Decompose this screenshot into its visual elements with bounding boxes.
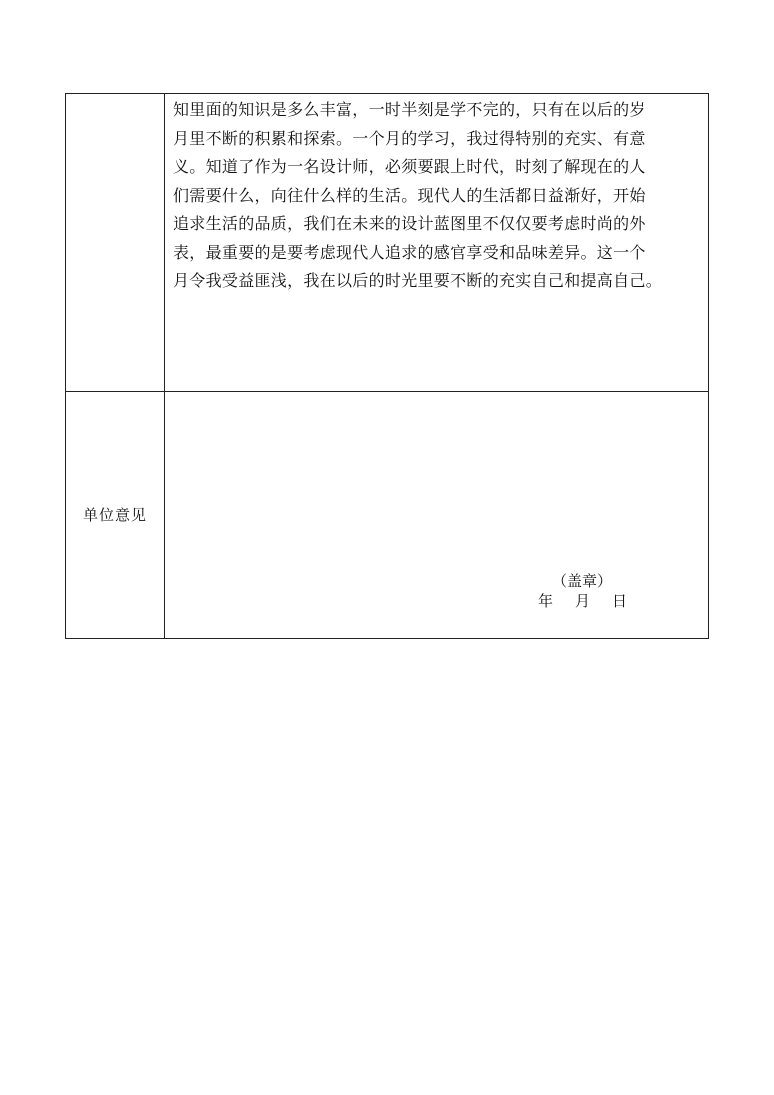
report-line: 们需要什么，向往什么样的生活。现代人的生活都日益渐好，开始 [173, 185, 646, 205]
report-content-cell [165, 94, 708, 391]
report-line: 月里不断的积累和探索。一个月的学习，我过得特别的充实、有意 [173, 128, 646, 148]
report-label-cell [66, 94, 165, 391]
report-line: 知里面的知识是多么丰富，一时半刻是学不完的，只有在以后的岁 [173, 100, 646, 119]
report-line: 义。知道了作为一名设计师，必须要跟上时代，时刻了解现在的人 [173, 157, 646, 176]
unit-opinion-content-cell[interactable] [165, 392, 708, 638]
unit-opinion-label-cell [66, 392, 165, 638]
seal-note: （盖章） [552, 572, 613, 590]
report-content-row [66, 94, 708, 392]
unit-opinion-row [66, 392, 708, 638]
date-day: 日 [612, 592, 628, 610]
report-body-text [173, 96, 709, 296]
report-line: 月令我受益匪浅，我在以后的时光里要不断的充实自己和提高自己。 [173, 271, 663, 290]
date-month: 月 [575, 592, 591, 610]
unit-opinion-label: 单位意见 [82, 506, 147, 524]
evaluation-form-table [65, 93, 709, 639]
report-line: 追求生活的品质，我们在未来的设计蓝图里不仅仅要考虑时尚的外 [173, 214, 646, 233]
date-year: 年 [538, 592, 554, 610]
report-line: 表，最重要的是要考虑现代人追求的感官享受和品味差异。这一个 [173, 242, 646, 262]
date-line [538, 590, 627, 611]
